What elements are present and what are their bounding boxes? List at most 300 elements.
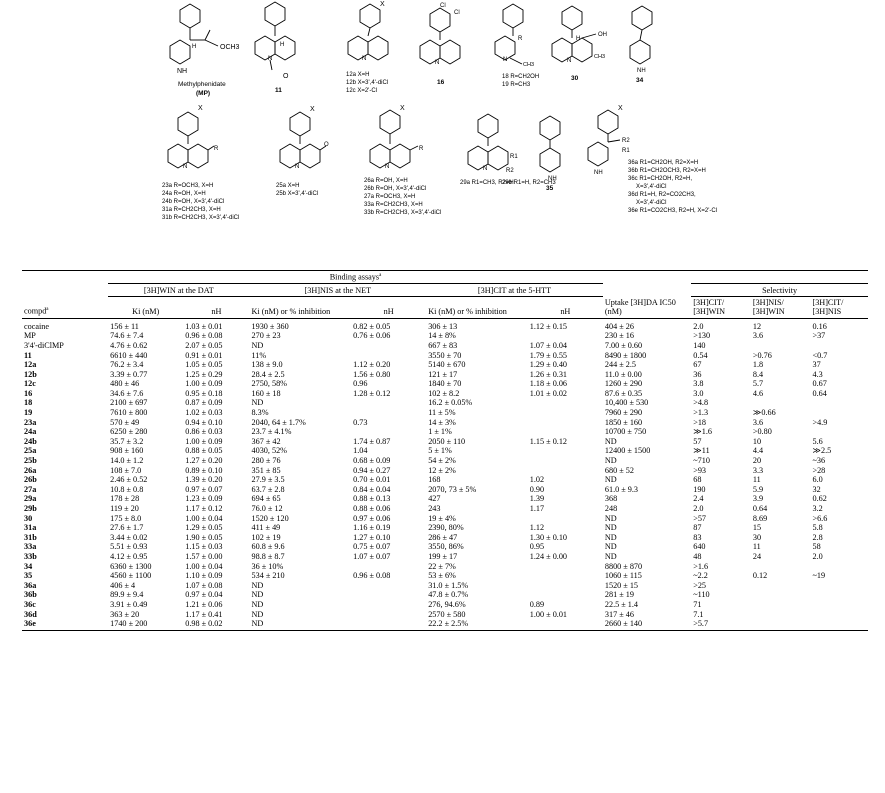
compound-id: 18 [24, 398, 33, 408]
table-cell: 3.6 [752, 417, 764, 427]
table-cell: 3.39 ± 0.77 [110, 369, 148, 379]
svg-text:H: H [192, 44, 197, 50]
table-cell: 1.07 ± 0.04 [529, 340, 568, 350]
table-cell: 2660 ± 140 [603, 619, 691, 630]
table-cell: 160 ± 18 [251, 388, 281, 398]
table-cell: 58 [812, 542, 821, 552]
table-cell: ≫0.66 [752, 408, 776, 418]
table-cell: 119 ± 20 [110, 504, 139, 514]
table-cell: 1.29 ± 0.40 [529, 360, 568, 370]
table-row [22, 571, 868, 581]
col-compd: compd$^a$ [24, 306, 49, 316]
header-row-3 [22, 296, 868, 318]
table-cell: 4.12 ± 0.95 [110, 551, 148, 561]
table-cell: 1.04 [353, 446, 368, 456]
table-cell: 0.12 [752, 571, 768, 581]
table-cell: 0.86 ± 0.03 [185, 427, 223, 437]
table-cell: 4.6 [752, 388, 764, 398]
compound-id: 33a [24, 542, 37, 552]
table-cell [351, 600, 426, 610]
table-cell: 1.07 ± 0.08 [185, 580, 223, 590]
table-cell: 286 ± 47 [428, 532, 458, 542]
table-cell: 2390, 80% [428, 523, 464, 533]
structure-23-31 [162, 105, 239, 221]
table-cell: 1.05 ± 0.05 [185, 360, 223, 370]
table-cell: 0.97 ± 0.07 [185, 484, 223, 494]
table-cell [751, 619, 811, 630]
binding-data-table-container [22, 270, 868, 631]
table-cell [528, 466, 603, 476]
svg-text:O: O [324, 142, 329, 148]
svg-text:R: R [419, 146, 424, 152]
table-cell [528, 427, 603, 437]
table-row [22, 418, 868, 428]
table-cell: 5.6 [812, 436, 823, 446]
table-cell: 3.9 [752, 494, 764, 504]
compound-id: 24b [24, 436, 37, 446]
col-net-nh: nH [383, 306, 394, 316]
table-cell: 12 [752, 321, 762, 331]
table-row [22, 619, 868, 630]
table-cell: ND [604, 532, 617, 542]
table-cell: 6610 ± 440 [110, 350, 148, 360]
table-cell: 1.07 ± 0.07 [353, 551, 391, 561]
table-cell: 317 ± 46 [604, 609, 634, 619]
structure-11 [255, 2, 295, 94]
table-cell: 1.12 [529, 523, 545, 533]
col-uptake: Uptake [3H]DA IC50 (nM) [604, 297, 676, 316]
table-cell: 5 ± 1% [428, 446, 452, 456]
table-cell: >4.9 [812, 417, 828, 427]
compound-id: 27a [24, 484, 37, 494]
table-cell: 1.02 [529, 475, 545, 485]
table-cell: 89.9 ± 9.4 [110, 590, 144, 600]
svg-text:34: 34 [636, 77, 644, 84]
table-cell [528, 331, 603, 341]
structure-36 [588, 105, 717, 214]
table-cell: 87.6 ± 0.35 [604, 388, 643, 398]
table-cell [528, 456, 603, 466]
table-cell: 1.74 ± 0.87 [353, 436, 391, 446]
table-cell: 14 ± 3% [428, 417, 456, 427]
table-cell: 1850 ± 160 [604, 417, 643, 427]
svg-text:36e R1=CO2CH3, R2=H, X=2'-Cl: 36e R1=CO2CH3, R2=H, X=2'-Cl [628, 208, 718, 214]
table-row [22, 466, 868, 476]
svg-text:Cl: Cl [440, 3, 446, 9]
col-sel-nis-win: [3H]NIS/ [3H]WIN [752, 297, 785, 316]
table-cell: 0.68 ± 0.09 [353, 456, 391, 466]
table-cell: >1.6 [693, 561, 709, 571]
svg-text:X: X [380, 1, 385, 8]
svg-text:26b R=OH, X=3',4'-diCl: 26b R=OH, X=3',4'-diCl [364, 186, 427, 192]
table-cell: 10700 ± 750 [604, 427, 647, 437]
table-cell: 2.0 [812, 551, 823, 561]
svg-text:26a R=OH, X=H: 26a R=OH, X=H [364, 178, 408, 184]
table-row [22, 437, 868, 447]
table-cell: 11% [251, 350, 267, 360]
svg-text:R: R [214, 146, 219, 152]
svg-text:23a R=OCH3, X=H: 23a R=OCH3, X=H [162, 183, 214, 189]
table-cell: 199 ± 17 [428, 551, 458, 561]
table-cell: 3.0 [693, 388, 704, 398]
table-cell [351, 581, 426, 591]
table-cell: >57 [693, 513, 707, 523]
table-cell: 1.27 ± 0.20 [185, 456, 223, 466]
table-cell: 190 [693, 484, 706, 494]
table-cell: 368 [604, 494, 618, 504]
table-cell: 87 [693, 523, 702, 533]
table-cell [810, 427, 868, 437]
svg-text:OH: OH [598, 32, 607, 38]
table-cell: 1.17 [529, 504, 545, 514]
table-cell: 27.6 ± 1.7 [110, 523, 144, 533]
table-cell: ND [251, 590, 264, 600]
table-cell [810, 610, 868, 620]
table-cell: 8800 ± 870 [604, 561, 643, 571]
table-cell: 168 [428, 475, 441, 485]
table-cell: 1.15 ± 0.12 [529, 436, 568, 446]
table-cell: ND [604, 523, 617, 533]
col-net-ki: Ki (nM) or % inhibition [251, 306, 331, 316]
col-sert-ki: Ki (nM) or % inhibition [428, 306, 507, 316]
table-cell [528, 619, 603, 630]
table-cell: 0.95 ± 0.18 [185, 388, 223, 398]
structure-34 [630, 6, 652, 84]
table-row [22, 485, 868, 495]
table-cell: 11.0 ± 0.00 [604, 369, 642, 379]
table-cell: ~19 [812, 571, 826, 581]
table-cell [351, 341, 426, 351]
table-cell: 1.57 ± 0.00 [185, 551, 223, 561]
svg-text:N: N [435, 60, 440, 66]
table-cell: ND [251, 340, 264, 350]
svg-text:NH: NH [177, 68, 188, 75]
table-cell: ND [251, 580, 264, 590]
table-cell [528, 562, 603, 572]
svg-text:NH: NH [594, 170, 603, 176]
table-cell: 22 ± 7% [428, 561, 456, 571]
table-cell: 10.8 ± 0.8 [110, 484, 144, 494]
table-cell: 36 [693, 369, 702, 379]
table-cell [528, 398, 603, 408]
table-cell: 53 ± 6% [428, 571, 456, 581]
compound-id: MP [24, 331, 36, 341]
table-cell: 76.2 ± 3.4 [110, 360, 144, 370]
table-cell [810, 619, 868, 630]
table-cell: 2.46 ± 0.52 [110, 475, 148, 485]
svg-text:31b R=CH2CH3, X=3',4'-diCl: 31b R=CH2CH3, X=3',4'-diCl [162, 215, 240, 221]
header-row-2 [22, 283, 868, 296]
table-cell: 0.16 [812, 321, 827, 331]
table-cell: 61.0 ± 9.3 [604, 484, 639, 494]
table-cell: 2050 ± 110 [428, 436, 466, 446]
table-row [22, 456, 868, 466]
table-cell: 54 ± 2% [428, 456, 456, 466]
table-row [22, 552, 868, 562]
table-cell [751, 341, 811, 351]
table-cell: 1.39 ± 0.20 [185, 475, 223, 485]
table-cell: 248 [604, 504, 618, 514]
table-cell: 19 ± 4% [428, 513, 456, 523]
table-cell: 1.00 ± 0.04 [185, 513, 223, 523]
table-cell: 5140 ± 670 [428, 360, 466, 370]
table-cell: 404 ± 26 [604, 321, 634, 331]
table-row [22, 600, 868, 610]
table-cell: 2570 ± 580 [428, 609, 466, 619]
svg-text:33a R=CH2CH3, X=H: 33a R=CH2CH3, X=H [364, 202, 423, 208]
table-cell: 32 [812, 484, 821, 494]
table-cell: 8.4 [752, 369, 764, 379]
svg-text:31a R=CH2CH3, X=H: 31a R=CH2CH3, X=H [162, 207, 221, 213]
table-row [22, 494, 868, 504]
table-cell: 156 ± 11 [110, 321, 139, 331]
table-cell: 37 [812, 360, 821, 370]
table-cell: >5.7 [691, 619, 751, 630]
table-cell: 16.2 ± 0.05% [428, 398, 473, 408]
table-cell: 270 ± 23 [251, 331, 281, 341]
table-cell: 12400 ± 1500 [604, 446, 651, 456]
svg-text:29b R1=H, R2=CH3: 29b R1=H, R2=CH3 [502, 180, 556, 186]
table-row [22, 610, 868, 620]
table-cell: 0.64 [752, 504, 768, 514]
table-cell: 280 ± 76 [251, 456, 281, 466]
table-cell: 23.7 ± 4.1% [251, 427, 292, 437]
table-cell: 0.97 ± 0.06 [353, 513, 391, 523]
table-cell: 0.94 ± 0.10 [185, 417, 223, 427]
table-cell: 0.87 ± 0.09 [185, 398, 223, 408]
table-cell: 1.00 ± 0.04 [185, 561, 223, 571]
table-cell: 7610 ± 800 [110, 408, 148, 418]
svg-text:R2: R2 [622, 138, 630, 144]
table-cell: 1.39 [529, 494, 545, 504]
table-cell: 83 [693, 532, 702, 542]
table-cell: 1.28 ± 0.12 [353, 388, 391, 398]
table-cell: <0.7 [812, 350, 828, 360]
sert-heading: [3H]CIT at the 5-HTT [426, 283, 603, 296]
compound-id: 31a [24, 523, 37, 533]
table-cell: 2.8 [812, 532, 823, 542]
table-cell: >0.76 [752, 350, 772, 360]
table-cell: 1.90 ± 0.05 [185, 532, 223, 542]
svg-text:Cl: Cl [454, 10, 460, 16]
table-cell: 406 ± 4 [110, 580, 136, 590]
table-cell: 1740 ± 200 [108, 619, 183, 630]
svg-text:33b R=CH2CH3, X=3',4'-diCl: 33b R=CH2CH3, X=3',4'-diCl [364, 210, 442, 216]
svg-text:12b X=3',4'-diCl: 12b X=3',4'-diCl [346, 80, 389, 86]
table-cell: ND [604, 475, 617, 485]
compound-id: 12c [24, 379, 36, 389]
svg-text:16: 16 [437, 79, 445, 86]
table-cell: 0.75 ± 0.07 [353, 542, 391, 552]
table-cell: 0.88 ± 0.13 [353, 494, 391, 504]
svg-text:N: N [268, 56, 273, 62]
table-cell: 2.0 [693, 504, 704, 514]
table-cell: ~710 [693, 456, 710, 466]
table-cell: 4.4 [752, 446, 764, 456]
table-cell: 0.96 ± 0.08 [185, 331, 223, 341]
table-cell: 1.17 ± 0.41 [185, 609, 223, 619]
table-cell: 10 [752, 436, 762, 446]
table-cell: 2100 ± 697 [110, 398, 148, 408]
table-cell: 76.0 ± 12 [251, 504, 283, 514]
table-cell: 6.0 [812, 475, 823, 485]
table-cell [351, 408, 426, 418]
table-cell: ND [251, 398, 264, 408]
table-row [22, 590, 868, 600]
table-cell: 367 ± 42 [251, 436, 281, 446]
table-cell: 7960 ± 290 [604, 408, 643, 418]
table-row [22, 389, 868, 399]
table-cell: 427 [428, 494, 441, 504]
table-cell: 15 [752, 523, 762, 533]
table-cell: 67 [693, 360, 702, 370]
table-cell: 2750, 58% [251, 379, 287, 389]
svg-text:27a R=OCH3, X=H: 27a R=OCH3, X=H [364, 194, 416, 200]
structure-16 [420, 3, 460, 86]
svg-text:11: 11 [275, 87, 282, 94]
svg-text:NH: NH [548, 176, 557, 182]
compound-id: cocaine [24, 321, 49, 331]
table-cell: 3550, 86% [428, 542, 464, 552]
col-dat-nh: nH [211, 306, 222, 316]
compound-id: 29a [24, 494, 37, 504]
table-cell: 0.89 [529, 599, 545, 609]
svg-text:(MP): (MP) [196, 90, 211, 97]
table-row [22, 341, 868, 351]
compound-id: 36c [24, 599, 36, 609]
table-cell [528, 590, 603, 600]
svg-text:OCH3: OCH3 [220, 44, 240, 51]
table-cell: 1.26 ± 0.31 [529, 369, 568, 379]
table-cell: 1.16 ± 0.19 [353, 523, 391, 533]
table-cell: 363 ± 20 [110, 609, 140, 619]
table-cell: 1.27 ± 0.10 [353, 532, 391, 542]
table-cell: 2040, 64 ± 1.7% [251, 417, 306, 427]
table-cell: 276, 94.6% [428, 599, 466, 609]
table-cell: 667 ± 83 [428, 340, 458, 350]
svg-text:24a R=OH, X=H: 24a R=OH, X=H [162, 191, 206, 197]
compound-id: 36a [24, 580, 37, 590]
table-cell: 1260 ± 290 [604, 379, 643, 389]
svg-text:29a R1=CH3, R2=H: 29a R1=CH3, R2=H [460, 180, 514, 186]
table-cell: 694 ± 65 [251, 494, 281, 504]
table-cell: 3.6 [752, 331, 764, 341]
table-cell: >1.3 [693, 408, 709, 418]
table-cell: 243 [428, 504, 441, 514]
compound-id: 23a [24, 417, 37, 427]
svg-text:R1: R1 [622, 148, 630, 154]
svg-text:N: N [183, 164, 188, 170]
table-cell: 2.0 [693, 321, 704, 331]
compound-id: 36b [24, 590, 37, 600]
table-row [22, 562, 868, 572]
table-cell: 1.79 ± 0.55 [529, 350, 568, 360]
table-cell [351, 562, 426, 572]
table-cell: >93 [693, 465, 707, 475]
table-cell [751, 562, 811, 572]
table-cell: 30 [752, 532, 762, 542]
svg-text:30: 30 [571, 75, 579, 82]
table-cell: 1.12 ± 0.15 [529, 321, 568, 331]
table-cell: 11 [752, 475, 761, 485]
table-row [22, 379, 868, 389]
table-cell: 0.96 ± 0.08 [353, 571, 391, 581]
table-cell: 0.96 [353, 379, 368, 389]
table-cell: 534 ± 210 [251, 571, 285, 581]
table-cell [528, 514, 603, 524]
table-cell [528, 581, 603, 591]
svg-text:N: N [503, 57, 508, 63]
table-cell: >18 [693, 417, 707, 427]
table-row [22, 533, 868, 543]
table-cell: 5.8 [812, 523, 823, 533]
compound-id: 26a [24, 465, 37, 475]
table-cell: 1.29 ± 0.05 [185, 523, 223, 533]
table-cell: 570 ± 49 [110, 417, 140, 427]
table-cell: 27.9 ± 3.5 [251, 475, 285, 485]
table-cell: 63.7 ± 2.8 [251, 484, 285, 494]
table-cell: ND [604, 513, 617, 523]
table-cell: 0.94 ± 0.27 [353, 465, 391, 475]
table-cell: ≫1.6 [693, 427, 713, 437]
table-cell: 0.89 ± 0.10 [185, 465, 223, 475]
table-cell: 3.44 ± 0.02 [110, 532, 148, 542]
table-cell: 3.91 ± 0.49 [110, 599, 148, 609]
table-cell [810, 341, 868, 351]
table-cell: 14.0 ± 1.2 [110, 456, 144, 466]
table-cell: 5.7 [752, 379, 764, 389]
structure-methylphenidate [170, 4, 240, 97]
compound-id: 33b [24, 551, 37, 561]
table-cell: ND [251, 599, 264, 609]
table-cell: 3.2 [812, 504, 823, 514]
table-cell [810, 590, 868, 600]
table-cell: 3.8 [693, 379, 704, 389]
table-cell: 2070, 73 ± 5% [428, 484, 477, 494]
svg-text:X: X [618, 105, 623, 112]
table-cell: 24 [752, 551, 762, 561]
table-row [22, 318, 868, 331]
table-cell: ND [250, 619, 352, 630]
table-row [22, 475, 868, 485]
table-row [22, 446, 868, 456]
table-cell: 1060 ± 115 [604, 571, 642, 581]
table-cell: 102 ± 8.2 [428, 388, 460, 398]
svg-text:X: X [400, 105, 405, 112]
table-cell: 20 [752, 456, 762, 466]
table-cell: 1.21 ± 0.06 [185, 599, 223, 609]
compound-id: 12a [24, 360, 37, 370]
svg-text:12a X=H: 12a X=H [346, 72, 370, 78]
table-cell [751, 398, 811, 408]
net-heading: [3H]NIS at the NET [250, 283, 427, 296]
table-cell [351, 398, 426, 408]
table-cell: 0.88 ± 0.05 [185, 446, 223, 456]
table-cell: 3550 ± 70 [428, 350, 462, 360]
table-cell: >28 [812, 465, 826, 475]
col-sert-nh: nH [560, 306, 571, 316]
table-cell: 1.03 ± 0.01 [185, 321, 223, 331]
compound-id: 3'4'-diClMP [24, 340, 64, 350]
table-cell: 1.8 [752, 360, 764, 370]
svg-text:N: N [295, 164, 300, 170]
svg-text:CH3: CH3 [594, 54, 606, 60]
table-cell: 1520 ± 15 [604, 580, 639, 590]
table-cell: 60.8 ± 9.6 [251, 542, 285, 552]
table-cell [528, 446, 603, 456]
col-dat-ki: Ki (nM) [132, 306, 160, 316]
label-methylphenidate: Methylphenidate [178, 81, 226, 88]
